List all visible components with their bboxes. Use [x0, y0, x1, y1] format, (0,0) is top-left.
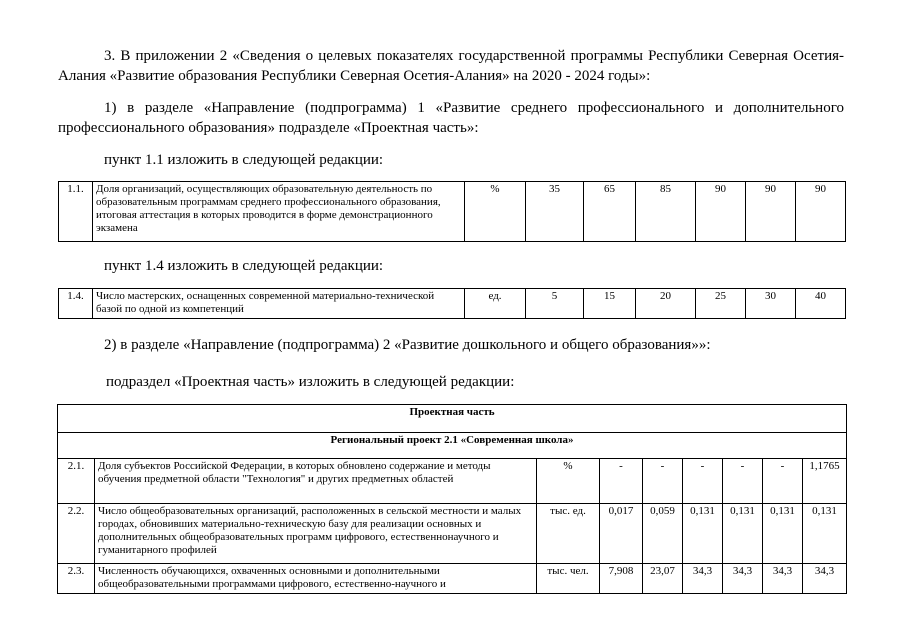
- row-number: 2.3.: [58, 564, 95, 594]
- paragraph-3: пункт 1.1 изложить в следующей редакции:: [104, 152, 384, 168]
- table-header-row: [58, 405, 847, 433]
- value-cell: 34,3: [803, 564, 847, 594]
- value-cell: 35: [526, 182, 584, 242]
- value-cell: 40: [796, 289, 846, 319]
- indicator-name: Численность обучающихся, охваченных основными и дополнительными общеобразовательными программами цифрового, естественно-научного и: [95, 564, 537, 594]
- value-cell: -: [600, 459, 643, 504]
- value-cell: 0,017: [600, 504, 643, 564]
- paragraph-5: 2) в разделе «Направление (подпрограмма) 2 «Развитие дошкольного и общего образования»»:: [104, 337, 711, 353]
- value-cell: -: [643, 459, 683, 504]
- value-cell: 34,3: [723, 564, 763, 594]
- value-cell: 34,3: [683, 564, 723, 594]
- row-number: 2.1.: [58, 459, 95, 504]
- value-cell: 0,131: [723, 504, 763, 564]
- paragraph-2: 1) в разделе «Направление (подпрограмма) 1 «Развитие среднего профессионального и дополнительного профессионального образования» подразделе «Проектная часть»:: [58, 100, 844, 136]
- value-cell: 23,07: [643, 564, 683, 594]
- value-cell: -: [683, 459, 723, 504]
- value-cell: -: [763, 459, 803, 504]
- paragraph-4: пункт 1.4 изложить в следующей редакции:: [104, 258, 384, 274]
- unit-cell: тыс. чел.: [537, 564, 600, 594]
- value-cell: 15: [584, 289, 636, 319]
- indicator-name: Число мастерских, оснащенных современной материально-технической базой по одной из компетенций: [93, 289, 465, 319]
- value-cell: 90: [796, 182, 846, 242]
- value-cell: 0,131: [763, 504, 803, 564]
- row-number: 1.4.: [59, 289, 93, 319]
- section-header: Проектная часть: [58, 405, 847, 433]
- value-cell: 65: [584, 182, 636, 242]
- value-cell: 1,1765: [803, 459, 847, 504]
- table-row: [58, 564, 847, 594]
- value-cell: 0,131: [803, 504, 847, 564]
- table-point-1-1: [58, 181, 846, 242]
- value-cell: 85: [636, 182, 696, 242]
- unit-cell: %: [537, 459, 600, 504]
- value-cell: 25: [696, 289, 746, 319]
- row-number: 2.2.: [58, 504, 95, 564]
- value-cell: 90: [746, 182, 796, 242]
- value-cell: -: [723, 459, 763, 504]
- table-header-row: [58, 433, 847, 459]
- indicator-name: Доля организаций, осуществляющих образовательную деятельность по образовательным программам среднего профессионального образования, итоговая аттестация в которых проводится в форме демонстрационного экзамена: [93, 182, 465, 242]
- row-number: 1.1.: [59, 182, 93, 242]
- value-cell: 7,908: [600, 564, 643, 594]
- table-row: [59, 182, 846, 242]
- unit-cell: %: [465, 182, 526, 242]
- value-cell: 90: [696, 182, 746, 242]
- unit-cell: тыс. ед.: [537, 504, 600, 564]
- table-row: [58, 504, 847, 564]
- indicator-name: Число общеобразовательных организаций, расположенных в сельской местности и малых городах, обновивших материально-техническую базу для реализации основных и дополнительных общеобразовательных программ цифрового, естественнонаучного и гуманитарного профилей: [95, 504, 537, 564]
- table-point-1-4: [58, 288, 846, 319]
- paragraph-6: подраздел «Проектная часть» изложить в следующей редакции:: [106, 374, 515, 390]
- project-header: Региональный проект 2.1 «Современная школа»: [58, 433, 847, 459]
- value-cell: 0,059: [643, 504, 683, 564]
- value-cell: 5: [526, 289, 584, 319]
- unit-cell: ед.: [465, 289, 526, 319]
- value-cell: 0,131: [683, 504, 723, 564]
- table-row: [59, 289, 846, 319]
- table-project-part: [57, 404, 847, 594]
- value-cell: 34,3: [763, 564, 803, 594]
- paragraph-1: 3. В приложении 2 «Сведения о целевых показателях государственной программы Республики Северная Осетия-Алания «Развитие образования Республики Северная Осетия-Алания» на 2020 - 2024 годы»:: [58, 48, 844, 84]
- indicator-name: Доля субъектов Российской Федерации, в которых обновлено содержание и методы обучения предметной области "Технология" и других предметных областей: [95, 459, 537, 504]
- value-cell: 30: [746, 289, 796, 319]
- value-cell: 20: [636, 289, 696, 319]
- table-row: [58, 459, 847, 504]
